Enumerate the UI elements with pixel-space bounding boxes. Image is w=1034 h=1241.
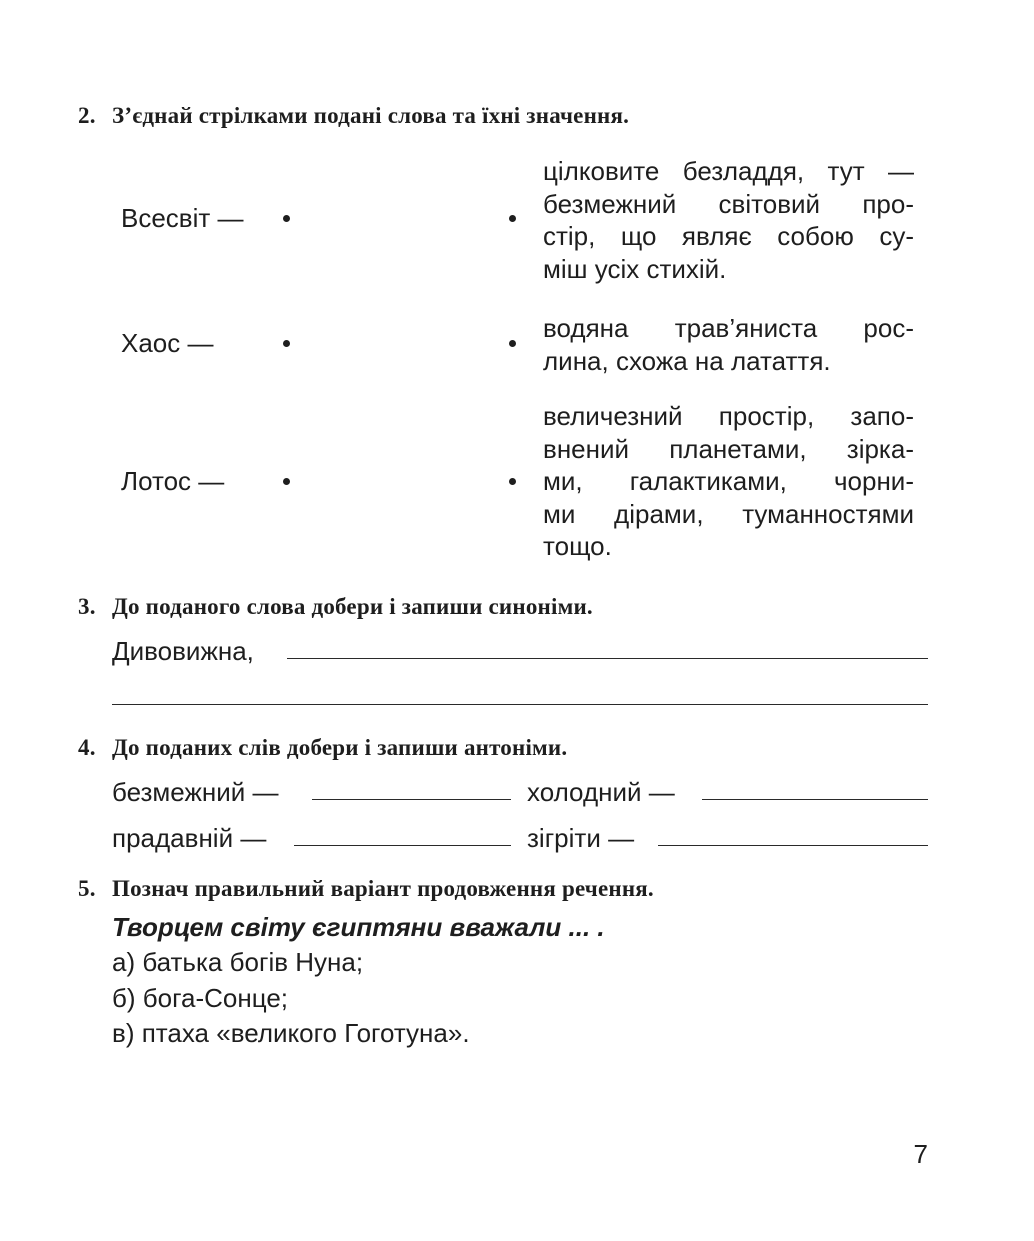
task5-title: Познач правильний варіант продовження речення. <box>112 876 654 901</box>
definition-2-line: лина, схожа на латаття. <box>543 345 831 376</box>
definition-3-line: тощо. <box>543 531 612 561</box>
definition-1-line: цілковите безладдя, тут — <box>543 156 914 186</box>
match-dot-right-1[interactable] <box>509 215 516 222</box>
antonym-answer-line[interactable] <box>658 845 928 846</box>
task3-number: 3. <box>78 594 96 619</box>
task2-number: 2. <box>78 103 96 128</box>
match-dot-right-3[interactable] <box>509 478 516 485</box>
word-lotos: Лотос — <box>121 466 225 496</box>
match-dot-left-2[interactable] <box>283 340 290 347</box>
antonym-answer-line[interactable] <box>702 799 928 800</box>
match-dot-left-3[interactable] <box>283 478 290 485</box>
task5-sentence: Творцем світу єгиптяни вважали ... . <box>112 912 605 942</box>
page-number: 7 <box>913 1139 928 1169</box>
task5-number: 5. <box>78 876 96 901</box>
synonym-answer-line[interactable] <box>287 658 928 659</box>
word-vsesvit: Всесвіт — <box>121 203 244 233</box>
definition-1-line: стір, що являє собою су- <box>543 221 914 251</box>
antonym-answer-line[interactable] <box>294 845 511 846</box>
definition-3 <box>543 400 914 563</box>
definition-3-line: внений планетами, зірка- <box>543 433 914 464</box>
task2-title: З’єднай стрілками подані слова та їхні значення. <box>112 103 630 128</box>
option-b[interactable]: б) бога-Сонце; <box>112 983 289 1013</box>
definition-1-line: безмежний світовий про- <box>543 188 914 219</box>
antonym-word-kholodnyi: холодний — <box>527 777 675 807</box>
definition-3-line: ми дірами, туманностями <box>543 498 914 529</box>
word-khaos: Хаос — <box>121 328 214 358</box>
definition-3-line: величезний простір, запо- <box>543 401 914 431</box>
task3-title: До поданого слова добери і запиши синоніми. <box>112 594 593 619</box>
synonym-word: Дивовижна, <box>112 636 254 666</box>
option-a[interactable]: а) батька богів Нуна; <box>112 947 364 977</box>
definition-1 <box>543 155 914 285</box>
match-dot-right-2[interactable] <box>509 340 516 347</box>
antonym-answer-line[interactable] <box>312 799 511 800</box>
antonym-word-zihryty: зігріти — <box>527 823 635 853</box>
definition-2-line: водяна трав’яниста рос- <box>543 313 914 343</box>
option-c[interactable]: в) птаха «великого Гоготуна». <box>112 1018 470 1048</box>
antonym-word-bezmezhnyi: безмежний — <box>112 777 279 807</box>
match-dot-left-1[interactable] <box>283 215 290 222</box>
definition-2 <box>543 312 914 377</box>
definition-1-line: міш усіх стихій. <box>543 253 727 284</box>
antonym-word-pradavnii: прадавній — <box>112 823 267 853</box>
task4-title: До поданих слів добери і запиши антоніми. <box>112 735 568 760</box>
task4-number: 4. <box>78 735 96 760</box>
definition-3-line: ми, галактиками, чорни- <box>543 466 914 496</box>
synonym-answer-line-2[interactable] <box>112 704 928 705</box>
